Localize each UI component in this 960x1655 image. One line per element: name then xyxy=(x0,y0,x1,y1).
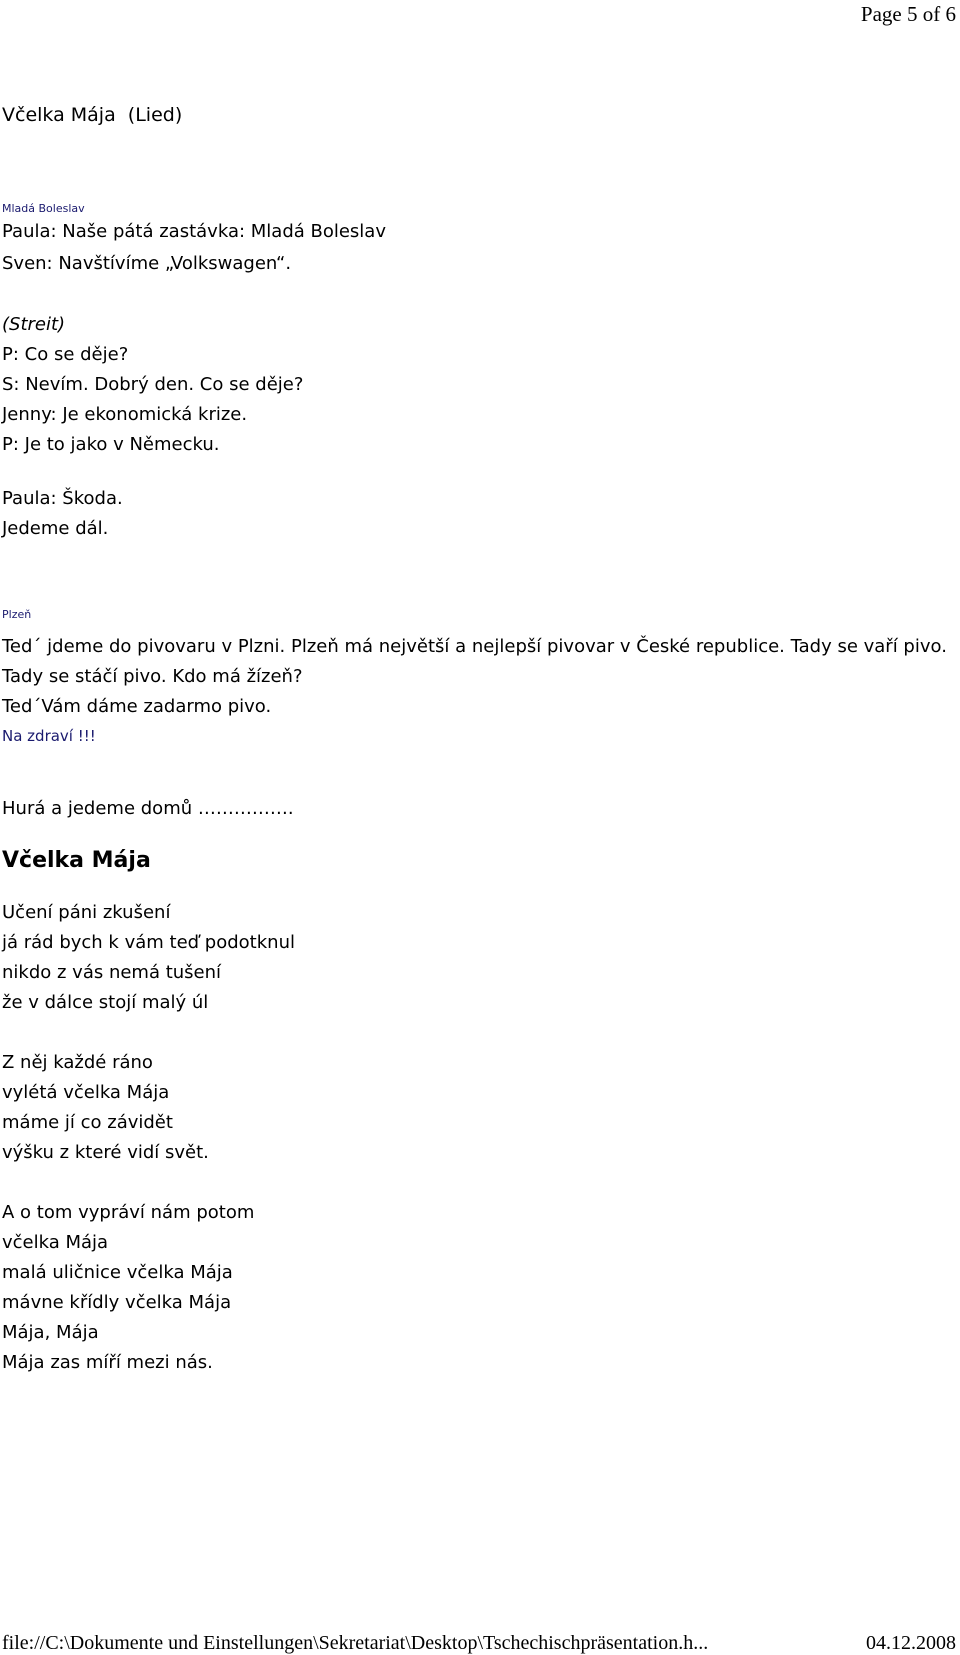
page-number: Page 5 of 6 xyxy=(860,2,956,26)
dialogue-line: P: Je to jako v Německu. xyxy=(2,434,220,455)
mlada-dialogue xyxy=(2,216,952,280)
lyric-line: mávne křídly včelka Mája xyxy=(2,1292,232,1313)
dialogue-line: Jenny: Je ekonomická krize. xyxy=(2,404,248,425)
lyric-line: máme jí co závidět xyxy=(2,1112,173,1133)
plzen-paragraph: Ted´ jdeme do pivovaru v Plzni. Plzeň má největší a nejlepší pivovar v České republice. Tady se vaří pivo. Tady se stáčí pivo. Kdo má žízeň? xyxy=(2,636,947,687)
section-label-mlada-boleslav: Mladá Boleslav xyxy=(2,202,85,215)
dialogue-line: S: Nevím. Dobrý den. Co se děje? xyxy=(2,374,304,395)
page-footer xyxy=(2,1632,956,1655)
song-lyrics xyxy=(2,898,952,1378)
lyric-line: Mája zas míří mezi nás. xyxy=(2,1352,213,1373)
dialogue-line: Jedeme dál. xyxy=(2,518,109,539)
print-date: 04.12.2008 xyxy=(866,1632,956,1654)
dialogue-line: P: Co se děje? xyxy=(2,344,129,365)
lyric-line: včelka Mája xyxy=(2,1232,109,1253)
lyric-line: A o tom vypráví nám potom xyxy=(2,1202,255,1223)
lyric-line: že v dálce stojí malý úl xyxy=(2,992,209,1013)
section-label-plzen: Plzeň xyxy=(2,608,32,621)
lyric-line: vylétá včelka Mája xyxy=(2,1082,170,1103)
dialogue-line: Paula: Škoda. xyxy=(2,488,123,509)
file-path: file://C:\Dokumente und Einstellungen\Sekretariat\Desktop\Tschechischpräsentation.h... xyxy=(2,1632,709,1654)
plzen-line: Ted´Vám dáme zadarmo pivo. xyxy=(2,696,272,717)
song-title: Včelka Mája xyxy=(2,848,151,873)
lyric-line: výšku z které vidí svět. xyxy=(2,1142,209,1163)
cheers-text: Na zdraví !!! xyxy=(2,727,96,745)
dialogue-line: Sven: Navštívíme „Volkswagen“. xyxy=(2,253,292,274)
going-home-line: Hurá a jedeme domů ……………. xyxy=(2,798,294,819)
document-body xyxy=(2,100,952,1378)
streit-label: (Streit) xyxy=(2,314,66,335)
lyric-line: malá uličnice včelka Mája xyxy=(2,1262,233,1283)
lyric-line: Učení páni zkušení xyxy=(2,902,171,923)
lyric-line: nikdo z vás nemá tušení xyxy=(2,962,222,983)
dialogue-line: Paula: Naše pátá zastávka: Mladá Boleslav xyxy=(2,221,386,242)
document-title: Včelka Mája (Lied) xyxy=(2,104,183,126)
lyric-line: já rád bych k vám teď podotknul xyxy=(2,932,295,953)
lyric-line: Z něj každé ráno xyxy=(2,1052,153,1073)
lyric-line: Mája, Mája xyxy=(2,1322,99,1343)
